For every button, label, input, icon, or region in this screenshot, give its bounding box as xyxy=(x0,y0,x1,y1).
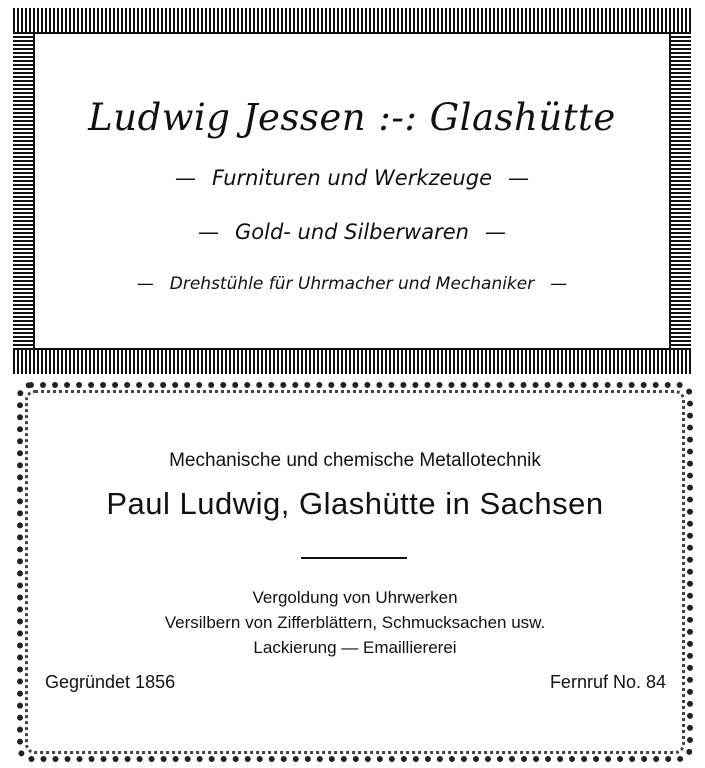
line-text: Drehstühle für Uhrmacher und Mechaniker xyxy=(169,274,535,294)
advert-line-drehstuehle xyxy=(35,274,669,294)
advert-panel xyxy=(33,32,671,350)
advert-ludwig-jessen xyxy=(13,8,691,374)
dash-right: — xyxy=(550,274,568,294)
service-line: Versilbern von Zifferblättern, Schmucksachen usw. xyxy=(164,613,546,632)
divider-rule xyxy=(301,557,407,559)
advert-line-furnituren xyxy=(35,166,669,190)
dotted-border-inner xyxy=(25,390,685,754)
hatched-border-top xyxy=(13,8,691,32)
advert-tagline: Mechanische und chemische Metallotechnik xyxy=(169,450,541,471)
dash-left: — xyxy=(198,220,220,244)
founded-year: Gegründet 1856 xyxy=(45,672,176,692)
service-line: Vergoldung von Uhrwerken xyxy=(252,588,458,607)
hatched-border-bottom xyxy=(13,350,691,374)
advert-title: Paul Ludwig, Glashütte in Sachsen xyxy=(106,486,604,521)
service-line: Lackierung — Emailliererei xyxy=(253,638,457,657)
dash-left: — xyxy=(136,274,154,294)
hatched-border-left xyxy=(13,32,33,350)
advert-line-goldwaren xyxy=(35,220,669,244)
phone-number: Fernruf No. 84 xyxy=(549,672,666,692)
dash-left: — xyxy=(174,166,196,190)
advert-paul-ludwig xyxy=(17,382,693,762)
line-text: Furnituren und Werkzeuge xyxy=(211,166,492,190)
line-text: Gold- und Silberwaren xyxy=(235,220,469,244)
hatched-border-right xyxy=(671,32,691,350)
dash-right: — xyxy=(484,220,506,244)
dash-right: — xyxy=(508,166,529,190)
advert-title: Ludwig Jessen :-: Glashütte xyxy=(88,96,616,139)
